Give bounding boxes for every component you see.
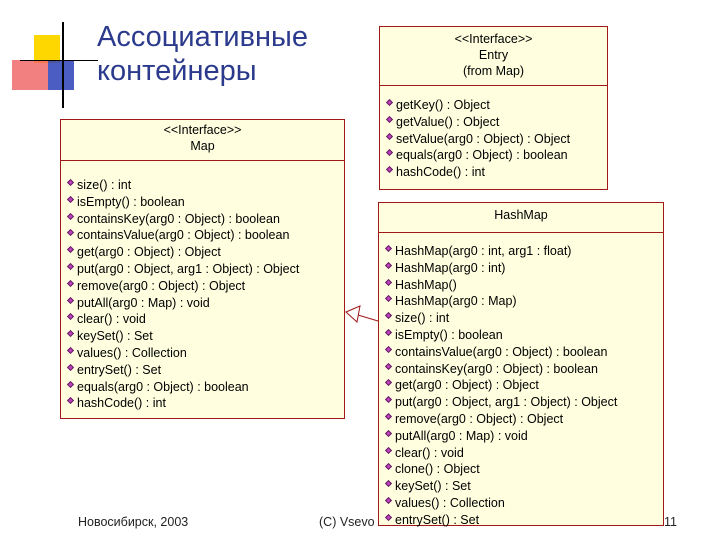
map-interface-box [60,119,345,419]
map-stereotype: <<Interface>> [163,123,242,137]
operation: entrySet() : Set [67,362,344,379]
operation: containsValue(arg0 : Object) : boolean [67,227,344,244]
operation: clear() : void [385,445,663,462]
operation: isEmpty() : boolean [67,194,344,211]
operation: put(arg0 : Object, arg1 : Object) : Object [67,261,344,278]
entry-stereotype: <<Interface>> [454,32,533,46]
entry-interface-box [379,26,608,190]
operation: getKey() : Object [386,97,607,114]
operation: containsKey(arg0 : Object) : boolean [67,211,344,228]
operation: containsValue(arg0 : Object) : boolean [385,344,663,361]
operation: get(arg0 : Object) : Object [385,377,663,394]
map-header [61,120,344,161]
operation: size() : int [67,177,344,194]
operation: values() : Collection [67,345,344,362]
entry-name: Entry [478,48,509,62]
operation: size() : int [385,310,663,327]
operation: remove(arg0 : Object) : Object [385,411,663,428]
operation: HashMap(arg0 : int, arg1 : float) [385,243,663,260]
title-line-2: контейнеры [97,55,257,87]
hashmap-header [379,203,663,233]
operation: setValue(arg0 : Object) : Object [386,131,607,148]
operation: values() : Collection [385,495,663,512]
operation: containsKey(arg0 : Object) : boolean [385,361,663,378]
operation: keySet() : Set [67,328,344,345]
operation: entrySet() : Set [385,512,663,529]
operation: isEmpty() : boolean [385,327,663,344]
entry-header [380,27,607,86]
operation: put(arg0 : Object, arg1 : Object) : Object [385,394,663,411]
operation: clone() : Object [385,461,663,478]
operation: equals(arg0 : Object) : boolean [67,379,344,396]
title-line-1: Ассоциативные [97,21,308,53]
operation: equals(arg0 : Object) : boolean [386,147,607,164]
map-operations [61,161,344,412]
operation: hashCode() : int [67,395,344,412]
footer-center: (C) Vsevo [319,515,375,529]
operation: putAll(arg0 : Map) : void [67,295,344,312]
footer-left: Новосибирск, 2003 [78,515,189,529]
operation: HashMap() [385,277,663,294]
operation: HashMap(arg0 : Map) [385,293,663,310]
entry-operations [380,86,607,181]
map-name: Map [190,139,215,153]
operation: remove(arg0 : Object) : Object [67,278,344,295]
hashmap-class-box [378,202,664,526]
operation: HashMap(arg0 : int) [385,260,663,277]
hashmap-name: HashMap [494,208,548,222]
operation: putAll(arg0 : Map) : void [385,428,663,445]
operation: hashCode() : int [386,164,607,181]
operation: clear() : void [67,311,344,328]
operation: get(arg0 : Object) : Object [67,244,344,261]
operation: getValue() : Object [386,114,607,131]
page-number: 11 [664,515,677,529]
entry-origin: (from Map) [462,64,525,78]
operation: keySet() : Set [385,478,663,495]
hashmap-operations [379,233,663,529]
